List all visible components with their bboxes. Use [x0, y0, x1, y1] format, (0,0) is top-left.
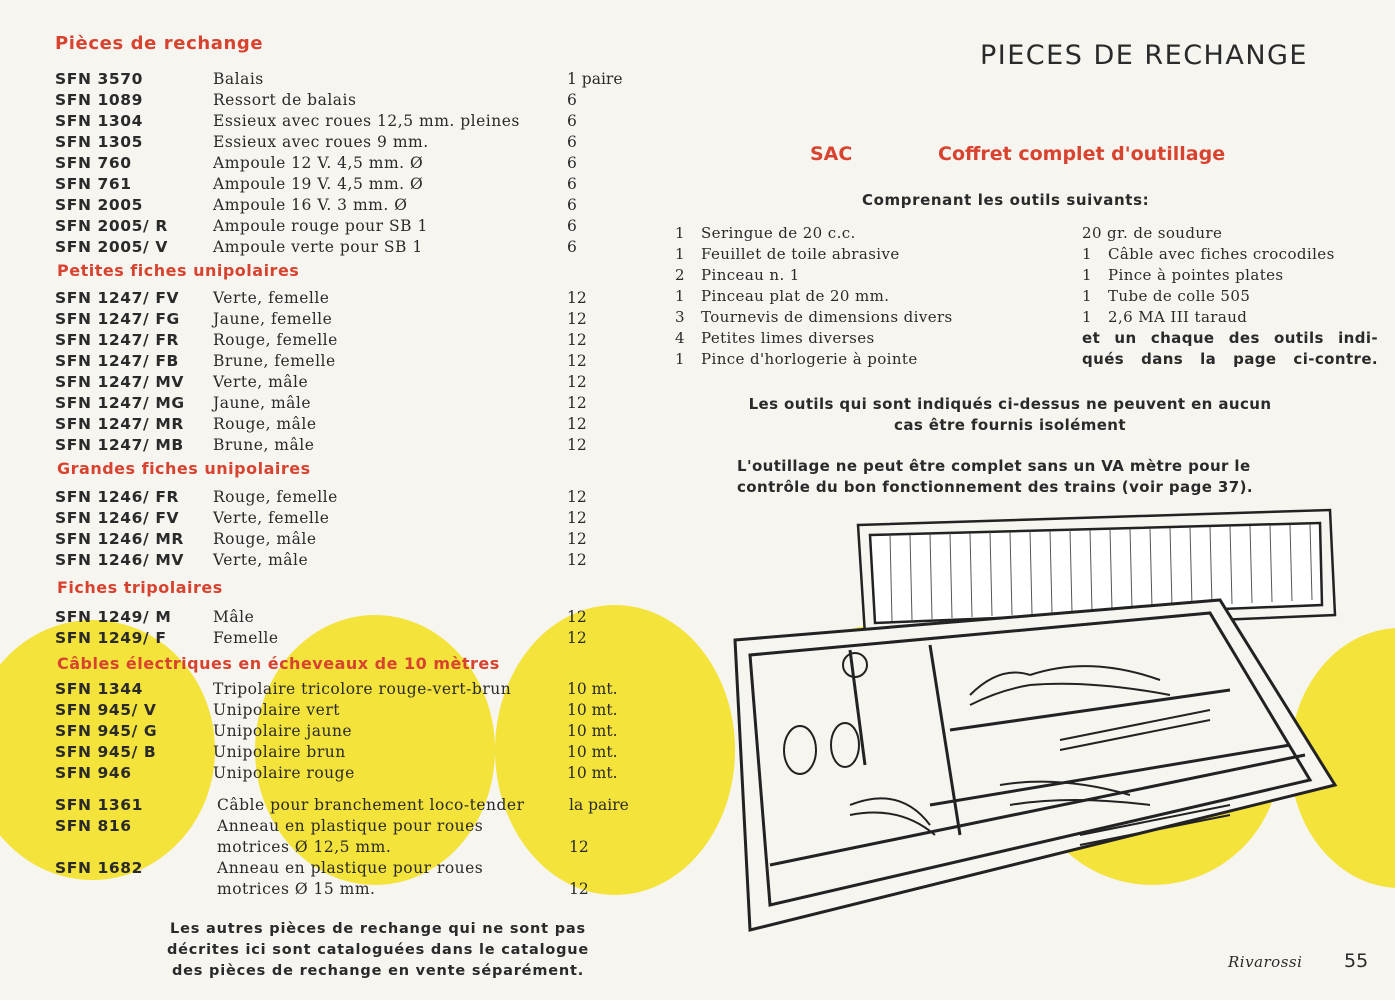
note-va-meter	[737, 456, 1297, 498]
tool-count: 1	[675, 350, 685, 368]
tool-count: 2	[675, 266, 685, 284]
tool-count: 3	[675, 308, 685, 326]
part-quantity-row-text: 12	[569, 838, 589, 856]
part-description: Tripolaire tricolore rouge-vert-brun	[213, 680, 512, 698]
part-code: SFN 1247/ FG	[55, 310, 180, 328]
tool-name: Tournevis de dimensions divers	[701, 308, 953, 326]
part-description: Unipolaire jaune	[213, 722, 353, 740]
part-description: Jaune, mâle	[213, 394, 312, 412]
page-number: 55	[1344, 950, 1369, 972]
left-page-title: Pièces de rechange	[55, 33, 264, 54]
tool-item	[675, 224, 1015, 244]
brand-logo: Rivarossi	[1228, 953, 1303, 971]
tools-note-line: et un chaque des outils indi-	[1082, 329, 1378, 347]
toolbox-illustration	[730, 505, 1340, 935]
tool-count: 1	[675, 287, 685, 305]
tool-item	[1082, 287, 1382, 307]
part-quantity: 10 mt.	[567, 722, 618, 740]
part-code: SFN 1246/ FV	[55, 509, 180, 527]
tool-item	[675, 245, 1015, 265]
tool-name: Pinceau n. 1	[701, 266, 800, 284]
part-code: SFN 945/ V	[55, 701, 157, 719]
part-description: Unipolaire vert	[213, 701, 340, 719]
part-code: SFN 1247/ MR	[55, 415, 184, 433]
part-description: Femelle	[213, 629, 279, 647]
part-quantity: 12	[567, 551, 587, 569]
part-description: Jaune, femelle	[213, 310, 333, 328]
part-code-row-text: SFN 1361	[55, 796, 144, 814]
part-quantity: 12	[567, 331, 587, 349]
footer-note-line: décrites ici sont cataloguées dans le catalogue	[166, 942, 590, 958]
part-description: Ampoule 12 V. 4,5 mm. Ø	[213, 154, 424, 172]
part-quantity: 12	[567, 629, 587, 647]
part-code: SFN 1247/ FB	[55, 352, 179, 370]
product-name: Coffret complet d'outillage	[938, 143, 1226, 165]
part-description: Essieux avec roues 9 mm.	[213, 133, 429, 151]
part-code: SFN 1246/ MV	[55, 551, 184, 569]
section-title: Fiches tripolaires	[57, 578, 223, 597]
note-not-sold-separately	[720, 394, 1300, 436]
tools-right-note	[1082, 328, 1378, 370]
part-code: SFN 1249/ M	[55, 608, 172, 626]
tool-name: Câble avec fiches crocodiles	[1108, 245, 1335, 263]
part-code: SFN 760	[55, 154, 132, 172]
tool-name: Petites limes diverses	[701, 329, 875, 347]
part-code: SFN 1304	[55, 112, 144, 130]
part-code: SFN 1247/ FV	[55, 289, 180, 307]
part-code-row-text: SFN 816	[55, 817, 132, 835]
part-description: Ampoule verte pour SB 1	[213, 238, 423, 256]
part-description-row-text: motrices Ø 15 mm.	[217, 880, 376, 898]
part-description: Unipolaire rouge	[213, 764, 355, 782]
tool-count: 1	[1082, 245, 1092, 263]
tool-count: 1	[675, 245, 685, 263]
part-quantity-row-text: 12	[569, 880, 589, 898]
section-title: Grandes fiches unipolaires	[57, 459, 311, 478]
part-code: SFN 1246/ FR	[55, 488, 180, 506]
tool-count: 1	[1082, 308, 1092, 326]
part-code: SFN 946	[55, 764, 132, 782]
tool-name: Tube de colle 505	[1108, 287, 1251, 305]
part-code: SFN 761	[55, 175, 132, 193]
tool-name: Pince d'horlogerie à pointe	[701, 350, 918, 368]
part-quantity: 12	[567, 394, 587, 412]
part-code: SFN 3570	[55, 70, 144, 88]
footer-note	[148, 919, 608, 982]
part-quantity: 12	[567, 352, 587, 370]
part-quantity: 10 mt.	[567, 743, 618, 761]
part-description-row-text: Anneau en plastique pour roues	[217, 859, 484, 877]
section-title: Câbles électriques en écheveaux de 10 mètres	[57, 654, 500, 673]
tool-name: 20 gr. de soudure	[1082, 224, 1223, 242]
part-quantity: 6	[567, 175, 577, 193]
part-quantity: 12	[567, 436, 587, 454]
part-quantity: 1 paire	[567, 70, 623, 88]
part-description: Unipolaire brun	[213, 743, 346, 761]
part-description: Rouge, mâle	[213, 530, 317, 548]
note-line: Les outils qui sont indiqués ci-dessus ne peuvent en aucun	[748, 395, 1272, 413]
part-description: Rouge, femelle	[213, 331, 338, 349]
product-code: SAC	[810, 143, 853, 165]
part-code: SFN 1249/ F	[55, 629, 167, 647]
part-quantity: 6	[567, 112, 577, 130]
footer-note-line: des pièces de rechange en vente séparément.	[171, 963, 585, 979]
part-quantity: 10 mt.	[567, 680, 618, 698]
part-description: Verte, femelle	[213, 289, 330, 307]
part-code: SFN 2005	[55, 196, 144, 214]
part-description: Mâle	[213, 608, 255, 626]
note-line: contrôle du bon fonctionnement des trains (voir page 37).	[737, 478, 1253, 496]
part-description-row-text: Anneau en plastique pour roues	[217, 817, 484, 835]
part-description-row-text: motrices Ø 12,5 mm.	[217, 838, 392, 856]
part-quantity: 6	[567, 196, 577, 214]
part-quantity: 6	[567, 91, 577, 109]
tool-item	[675, 308, 1015, 328]
part-code: SFN 2005/ V	[55, 238, 168, 256]
tool-item	[1082, 245, 1382, 265]
part-quantity: 12	[567, 608, 587, 626]
tool-count: 1	[1082, 266, 1092, 284]
part-description: Balais	[213, 70, 264, 88]
part-quantity: 12	[567, 310, 587, 328]
part-code: SFN 1247/ MV	[55, 373, 184, 391]
part-description: Brune, femelle	[213, 352, 336, 370]
part-quantity: 12	[567, 415, 587, 433]
note-line: cas être fournis isolément	[894, 416, 1126, 434]
part-code: SFN 1247/ MG	[55, 394, 185, 412]
tool-count: 4	[675, 329, 685, 347]
part-description: Essieux avec roues 12,5 mm. pleines	[213, 112, 520, 130]
tools-note-line: qués dans la page ci-contre.	[1082, 350, 1378, 368]
tool-item	[675, 266, 1015, 286]
part-code: SFN 945/ G	[55, 722, 158, 740]
tools-intro: Comprenant les outils suivants:	[862, 191, 1150, 209]
part-code: SFN 1344	[55, 680, 144, 698]
part-description: Verte, femelle	[213, 509, 330, 527]
tool-name: 2,6 MA III taraud	[1108, 308, 1248, 326]
part-quantity: 12	[567, 509, 587, 527]
part-description-row-text: Câble pour branchement loco-tender	[217, 796, 525, 814]
part-quantity: 6	[567, 133, 577, 151]
part-code: SFN 945/ B	[55, 743, 157, 761]
part-code: SFN 1089	[55, 91, 144, 109]
part-quantity: 10 mt.	[567, 701, 618, 719]
tool-count: 1	[675, 224, 685, 242]
part-description: Rouge, femelle	[213, 488, 338, 506]
tool-name: Seringue de 20 c.c.	[701, 224, 856, 242]
part-description: Brune, mâle	[213, 436, 315, 454]
part-description: Verte, mâle	[213, 373, 309, 391]
tool-count: 1	[1082, 287, 1092, 305]
part-quantity: 6	[567, 238, 577, 256]
tool-item	[675, 350, 1015, 370]
section-title: Petites fiches unipolaires	[57, 261, 300, 280]
part-code: SFN 1305	[55, 133, 144, 151]
part-quantity: 12	[567, 373, 587, 391]
part-code: SFN 1247/ MB	[55, 436, 184, 454]
right-page-title: PIECES DE RECHANGE	[980, 40, 1308, 71]
part-code-row-text: SFN 1682	[55, 859, 144, 877]
part-description: Ampoule rouge pour SB 1	[213, 217, 428, 235]
part-quantity: 12	[567, 289, 587, 307]
part-quantity-row-text: la paire	[569, 796, 629, 814]
part-description: Ressort de balais	[213, 91, 357, 109]
part-description: Verte, mâle	[213, 551, 309, 569]
tool-item	[675, 329, 1015, 349]
part-quantity: 6	[567, 154, 577, 172]
part-code: SFN 2005/ R	[55, 217, 168, 235]
tool-item	[1082, 224, 1382, 244]
footer-note-line: Les autres pièces de rechange qui ne sont pas	[170, 921, 586, 937]
part-description: Ampoule 19 V. 4,5 mm. Ø	[213, 175, 424, 193]
tool-name: Feuillet de toile abrasive	[701, 245, 900, 263]
note-line: L'outillage ne peut être complet sans un VA mètre pour le	[737, 457, 1251, 475]
part-description: Rouge, mâle	[213, 415, 317, 433]
part-code: SFN 1246/ MR	[55, 530, 184, 548]
tool-item	[1082, 266, 1382, 286]
part-code: SFN 1247/ FR	[55, 331, 180, 349]
tool-name: Pinceau plat de 20 mm.	[701, 287, 890, 305]
part-quantity: 12	[567, 530, 587, 548]
part-quantity: 6	[567, 217, 577, 235]
part-quantity: 12	[567, 488, 587, 506]
tool-name: Pince à pointes plates	[1108, 266, 1284, 284]
part-quantity: 10 mt.	[567, 764, 618, 782]
part-description: Ampoule 16 V. 3 mm. Ø	[213, 196, 408, 214]
tool-item	[1082, 308, 1382, 328]
tool-item	[675, 287, 1015, 307]
